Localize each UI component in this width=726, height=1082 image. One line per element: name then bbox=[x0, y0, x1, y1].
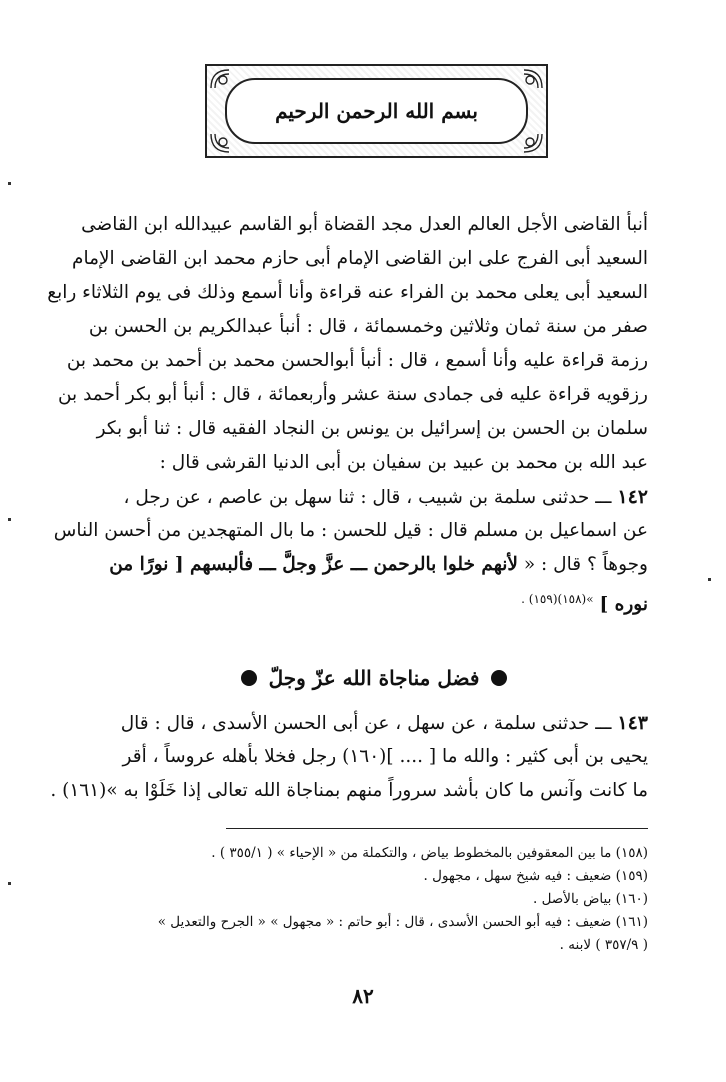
page-number: ٨٢ bbox=[352, 984, 374, 1008]
hadith-143-line: ما كانت وآنس ما كان بأشد سروراً منهم بمناجاة الله تعالى إذا خَلَوْا به »(١٦١) . bbox=[50, 780, 648, 801]
hadith-142-line bbox=[100, 548, 648, 582]
footnote: ( ٣٥٧/٩ ) لابنه . bbox=[559, 937, 648, 953]
section-heading-text: فضل مناجاة الله عزّ وجلّ bbox=[268, 666, 480, 690]
text-line: صفر من سنة ثمان وثلاثين وخمسمائة ، قال : أنبأ عبدالكريم بن الحسن بن bbox=[88, 316, 648, 337]
text-line: السعيد أبى الفرج على ابن القاضى الإمام أبى حازم محمد ابن القاضى الإمام bbox=[72, 248, 648, 269]
hadith-text: ـــ حدثنى سلمة ، عن سهل ، عن أبى الحسن الأسدى ، قال : قال bbox=[120, 713, 612, 734]
basmala-title: بسم الله الرحمن الرحيم bbox=[275, 99, 478, 123]
hadith-text: وجوهاً ؟ قال : « bbox=[523, 554, 648, 575]
basmala-cartouche bbox=[225, 78, 528, 144]
hadith-143-line bbox=[100, 706, 648, 740]
text-line: عبد الله بن محمد بن عبيد بن سفيان بن أبى الدنيا القرشى قال : bbox=[159, 452, 648, 473]
hadith-142-line: عن اسماعيل بن مسلم قال : قيل للحسن : ما بال المتهجدين من أحسن الناس bbox=[53, 520, 648, 541]
bullet-dot-icon bbox=[241, 670, 257, 686]
hadith-142-line bbox=[100, 582, 648, 616]
hadith-143-line: يحيى بن أبى كثير : والله ما [ .... ](١٦٠) رجل فخلا بأهله عروساً ، أقر bbox=[122, 746, 648, 767]
ornament-corner-icon bbox=[516, 132, 544, 154]
ornament-corner-icon bbox=[516, 68, 544, 90]
footnote: (١٥٩) ضعيف : فيه شيخ سهل ، مجهول . bbox=[423, 868, 648, 884]
text-line: رزقويه قراءة عليه فى جمادى سنة عشر وأربعمائة ، قال : أنبأ أبو بكر أحمد بن bbox=[57, 384, 648, 405]
isnad-paragraph bbox=[47, 208, 648, 616]
hadith-quote-bold: نوره ] bbox=[599, 594, 648, 616]
text-line: سلمان بن الحسن بن إسرائيل بن يونس بن النجاد الفقيه قال : ثنا أبو بكر bbox=[96, 418, 648, 439]
text-line: أنبأ القاضى الأجل العالم العدل مجد القضاة أبو القاسم عبيدالله ابن القاضى bbox=[81, 214, 648, 235]
footnote-divider bbox=[226, 828, 648, 829]
hadith-number: ١٤٢ bbox=[617, 486, 648, 508]
scan-speck bbox=[708, 578, 711, 581]
footnote-refs: »(١٥٨)(١٥٩) . bbox=[521, 592, 594, 606]
hadith-142-line bbox=[100, 480, 648, 514]
section-heading bbox=[100, 660, 648, 696]
footnotes bbox=[100, 842, 648, 957]
hadith-143 bbox=[50, 706, 648, 808]
hadith-number: ١٤٣ bbox=[617, 712, 648, 734]
bullet-dot-icon bbox=[491, 670, 507, 686]
footnote: (١٦١) ضعيف : فيه أبو الحسن الأسدى ، قال : أبو حاتم : « مجهول » « الجرح والتعديل » bbox=[157, 914, 648, 930]
scan-speck bbox=[8, 882, 11, 885]
hadith-quote-bold: لأنهم خلوا بالرحمن ـــ عزَّ وجلَّ ـــ فألبسهم [ نورًا من bbox=[109, 554, 518, 575]
scan-speck bbox=[8, 518, 11, 521]
text-line: السعيد أبى يعلى محمد بن الفراء عنه قراءة وأنا أسمع وذلك فى يوم الثلاثاء رابع bbox=[47, 282, 648, 303]
footnote: (١٥٨) ما بين المعقوفين بالمخطوط بياض ، والتكملة من « الإحياء » ( ٣٥٥/١ ) . bbox=[211, 845, 648, 861]
hadith-text: ـــ حدثنى سلمة بن شبيب ، قال : ثنا سهل بن عاصم ، عن رجل ، bbox=[123, 487, 612, 508]
text-line: رزمة قراءة عليه وأنا أسمع ، قال : أنبأ أبوالحسن محمد بن أحمد بن محمد بن bbox=[66, 350, 648, 371]
footnote: (١٦٠) بياض بالأصل . bbox=[532, 891, 648, 907]
ornament-corner-icon bbox=[209, 132, 237, 154]
ornamental-header-frame bbox=[205, 64, 548, 158]
scan-speck bbox=[8, 182, 11, 185]
